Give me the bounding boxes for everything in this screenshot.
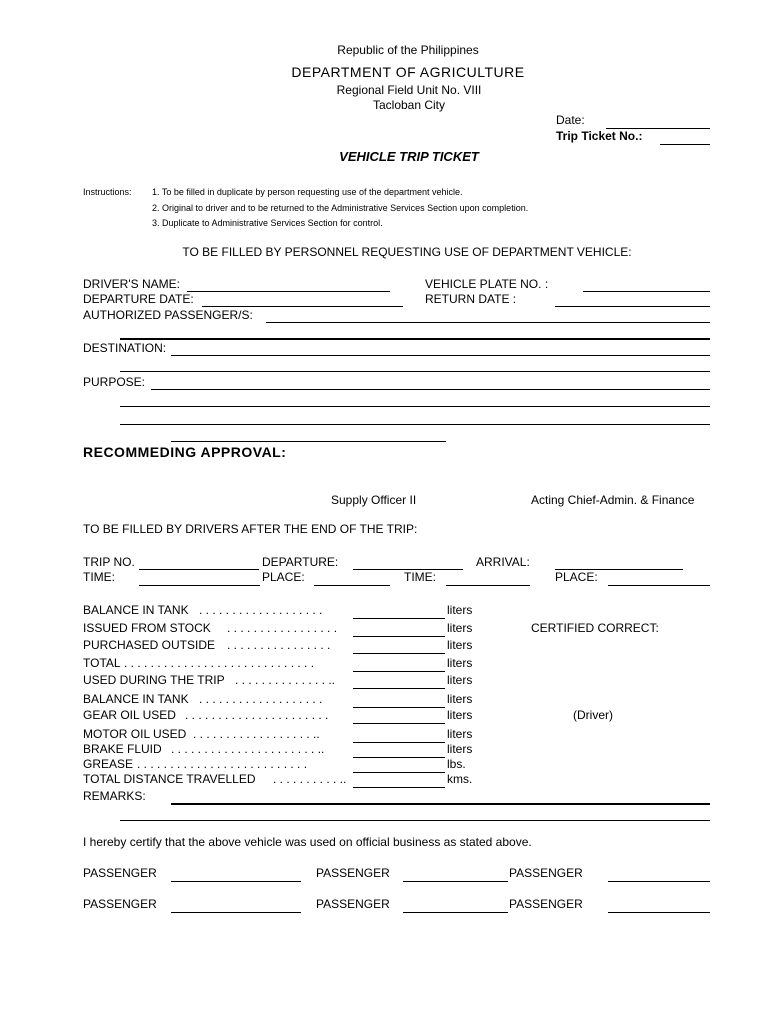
- passenger-signature-line[interactable]: [608, 912, 710, 913]
- vehicle-plate-label: VEHICLE PLATE NO. :: [425, 277, 549, 291]
- passengers-line[interactable]: [120, 338, 710, 340]
- approval-signature-line[interactable]: [171, 441, 446, 442]
- log-label: BALANCE IN TANK: [83, 603, 189, 617]
- trip-no-label: TRIP NO.: [83, 555, 135, 569]
- departure-date-label: DEPARTURE DATE:: [83, 292, 194, 306]
- log-dots: . . . . . . . . . . . . . . . .: [227, 638, 331, 652]
- regional-unit: Regional Field Unit No. VIII: [336, 83, 482, 97]
- time-label: TIME:: [83, 570, 115, 584]
- arrival-label: ARRIVAL:: [476, 555, 530, 569]
- passenger-signature-line[interactable]: [608, 881, 710, 882]
- log-label: GREASE: [83, 757, 134, 771]
- arrival-time-line[interactable]: [446, 585, 530, 586]
- passenger-label: PASSENGER: [83, 866, 157, 880]
- log-unit: liters: [447, 673, 473, 687]
- departure-time-line[interactable]: [139, 585, 260, 586]
- log-dots: . . . . . . . . . . . . . . . . . . . . . . . . . .: [137, 757, 308, 771]
- supply-officer-title: Supply Officer II: [331, 493, 417, 507]
- log-label: ISSUED FROM STOCK: [83, 621, 211, 635]
- instruction-item: 1. To be filled in duplicate by person requesting use of the department vehicle.: [152, 187, 463, 197]
- log-value-line[interactable]: [353, 787, 445, 788]
- purpose-label: PURPOSE:: [83, 375, 146, 389]
- log-unit: liters: [447, 692, 473, 706]
- log-dots: . . . . . . . . . . . . . . . . . . .: [199, 692, 323, 706]
- instruction-item: 3. Duplicate to Administrative Services Section for control.: [152, 218, 383, 228]
- log-value-line[interactable]: [353, 618, 445, 619]
- log-unit: liters: [447, 621, 473, 635]
- vehicle-plate-line[interactable]: [583, 291, 710, 292]
- passenger-label: PASSENGER: [509, 897, 583, 911]
- destination-line[interactable]: [171, 355, 710, 356]
- department-name: DEPARTMENT OF AGRICULTURE: [291, 64, 525, 80]
- log-unit: liters: [447, 742, 473, 756]
- drivers-name-line[interactable]: [187, 291, 390, 292]
- departure-date-line[interactable]: [202, 306, 403, 307]
- log-value-line[interactable]: [353, 757, 445, 758]
- city-text: Tacloban City: [372, 98, 446, 112]
- log-value-line[interactable]: [353, 772, 445, 773]
- section1-heading: TO BE FILLED BY PERSONNEL REQUESTING USE OF DEPARTMENT VEHICLE:: [182, 245, 632, 259]
- trip-no-line[interactable]: [139, 569, 259, 570]
- passenger-signature-line[interactable]: [171, 912, 301, 913]
- log-dots: . . . . . . . . . . . . . . . . . . ..: [193, 727, 320, 741]
- passenger-signature-line[interactable]: [403, 881, 508, 882]
- acting-chief-title: Acting Chief-Admin. & Finance: [531, 493, 695, 507]
- log-value-line[interactable]: [353, 636, 445, 637]
- destination-label: DESTINATION:: [83, 341, 167, 355]
- log-dots: . . . . . . . . . . . . . . . . . . . . . .: [185, 708, 329, 722]
- log-unit: liters: [447, 603, 473, 617]
- departure-place-line[interactable]: [314, 585, 390, 586]
- purpose-line[interactable]: [120, 406, 710, 407]
- log-label: PURCHASED OUTSIDE: [83, 638, 216, 652]
- log-dots: . . . . . . . . . . ..: [273, 772, 347, 786]
- authorized-passengers-label: AUTHORIZED PASSENGER/S:: [83, 308, 253, 322]
- departure-label: DEPARTURE:: [262, 555, 339, 569]
- log-value-line[interactable]: [353, 707, 445, 708]
- log-value-line[interactable]: [353, 653, 445, 654]
- log-unit: kms.: [447, 772, 473, 786]
- log-dots: . . . . . . . . . . . . . . ..: [235, 673, 336, 687]
- remarks-line[interactable]: [171, 803, 710, 805]
- log-unit: liters: [447, 656, 473, 670]
- log-label: BALANCE IN TANK: [83, 692, 189, 706]
- passengers-line[interactable]: [266, 322, 710, 323]
- passenger-label: PASSENGER: [316, 866, 390, 880]
- drivers-name-label: DRIVER'S NAME:: [83, 277, 180, 291]
- purpose-line[interactable]: [151, 389, 710, 390]
- log-unit: liters: [447, 727, 473, 741]
- purpose-line[interactable]: [120, 424, 710, 425]
- section2-heading: TO BE FILLED BY DRIVERS AFTER THE END OF THE TRIP:: [83, 522, 418, 536]
- log-dots: . . . . . . . . . . . . . . . . .: [227, 621, 338, 635]
- log-label: BRAKE FLUID: [83, 742, 162, 756]
- date-label: Date:: [556, 113, 585, 127]
- log-label: GEAR OIL USED: [83, 708, 176, 722]
- log-label: USED DURING THE TRIP: [83, 673, 225, 687]
- place-label: PLACE:: [262, 570, 305, 584]
- log-unit: lbs.: [447, 757, 466, 771]
- passenger-label: PASSENGER: [83, 897, 157, 911]
- log-unit: liters: [447, 708, 473, 722]
- passenger-label: PASSENGER: [509, 866, 583, 880]
- log-value-line[interactable]: [353, 742, 445, 743]
- trip-ticket-label: Trip Ticket No.:: [556, 129, 643, 143]
- instructions-label: Instructions:: [83, 187, 132, 197]
- certification-statement: I hereby certify that the above vehicle was used on official business as stated above.: [83, 835, 532, 849]
- republic-text: Republic of the Philippines: [337, 43, 479, 57]
- destination-line[interactable]: [120, 371, 710, 372]
- log-label: TOTAL DISTANCE TRAVELLED: [83, 772, 256, 786]
- instruction-item: 2. Original to driver and to be returned to the Administrative Services Section upon completion.: [152, 203, 529, 213]
- log-value-line[interactable]: [353, 688, 445, 689]
- form-title: VEHICLE TRIP TICKET: [339, 149, 479, 164]
- log-dots: . . . . . . . . . . . . . . . . . . .: [199, 603, 323, 617]
- return-date-label: RETURN DATE :: [425, 292, 517, 306]
- log-dots: . . . . . . . . . . . . . . . . . . . . . . . . . . . . .: [124, 656, 315, 670]
- passenger-label: PASSENGER: [316, 897, 390, 911]
- log-unit: liters: [447, 638, 473, 652]
- log-dots: . . . . . . . . . . . . . . . . . . . . . . ..: [171, 742, 325, 756]
- place-label: PLACE:: [555, 570, 598, 584]
- recommending-approval-heading: RECOMMEDING APPROVAL:: [83, 444, 287, 460]
- arrival-place-line[interactable]: [608, 585, 710, 586]
- driver-label: (Driver): [573, 708, 613, 722]
- passenger-signature-line[interactable]: [403, 912, 508, 913]
- log-value-line[interactable]: [353, 723, 445, 724]
- return-date-line[interactable]: [555, 306, 710, 307]
- certified-correct-label: CERTIFIED CORRECT:: [531, 621, 659, 635]
- remarks-line[interactable]: [120, 820, 710, 821]
- remarks-label: REMARKS:: [83, 789, 146, 803]
- log-label: TOTAL: [83, 656, 121, 670]
- log-value-line[interactable]: [353, 671, 445, 672]
- trip-ticket-line[interactable]: [660, 144, 710, 145]
- log-label: MOTOR OIL USED: [83, 727, 187, 741]
- time-label: TIME:: [404, 570, 436, 584]
- passenger-signature-line[interactable]: [171, 881, 301, 882]
